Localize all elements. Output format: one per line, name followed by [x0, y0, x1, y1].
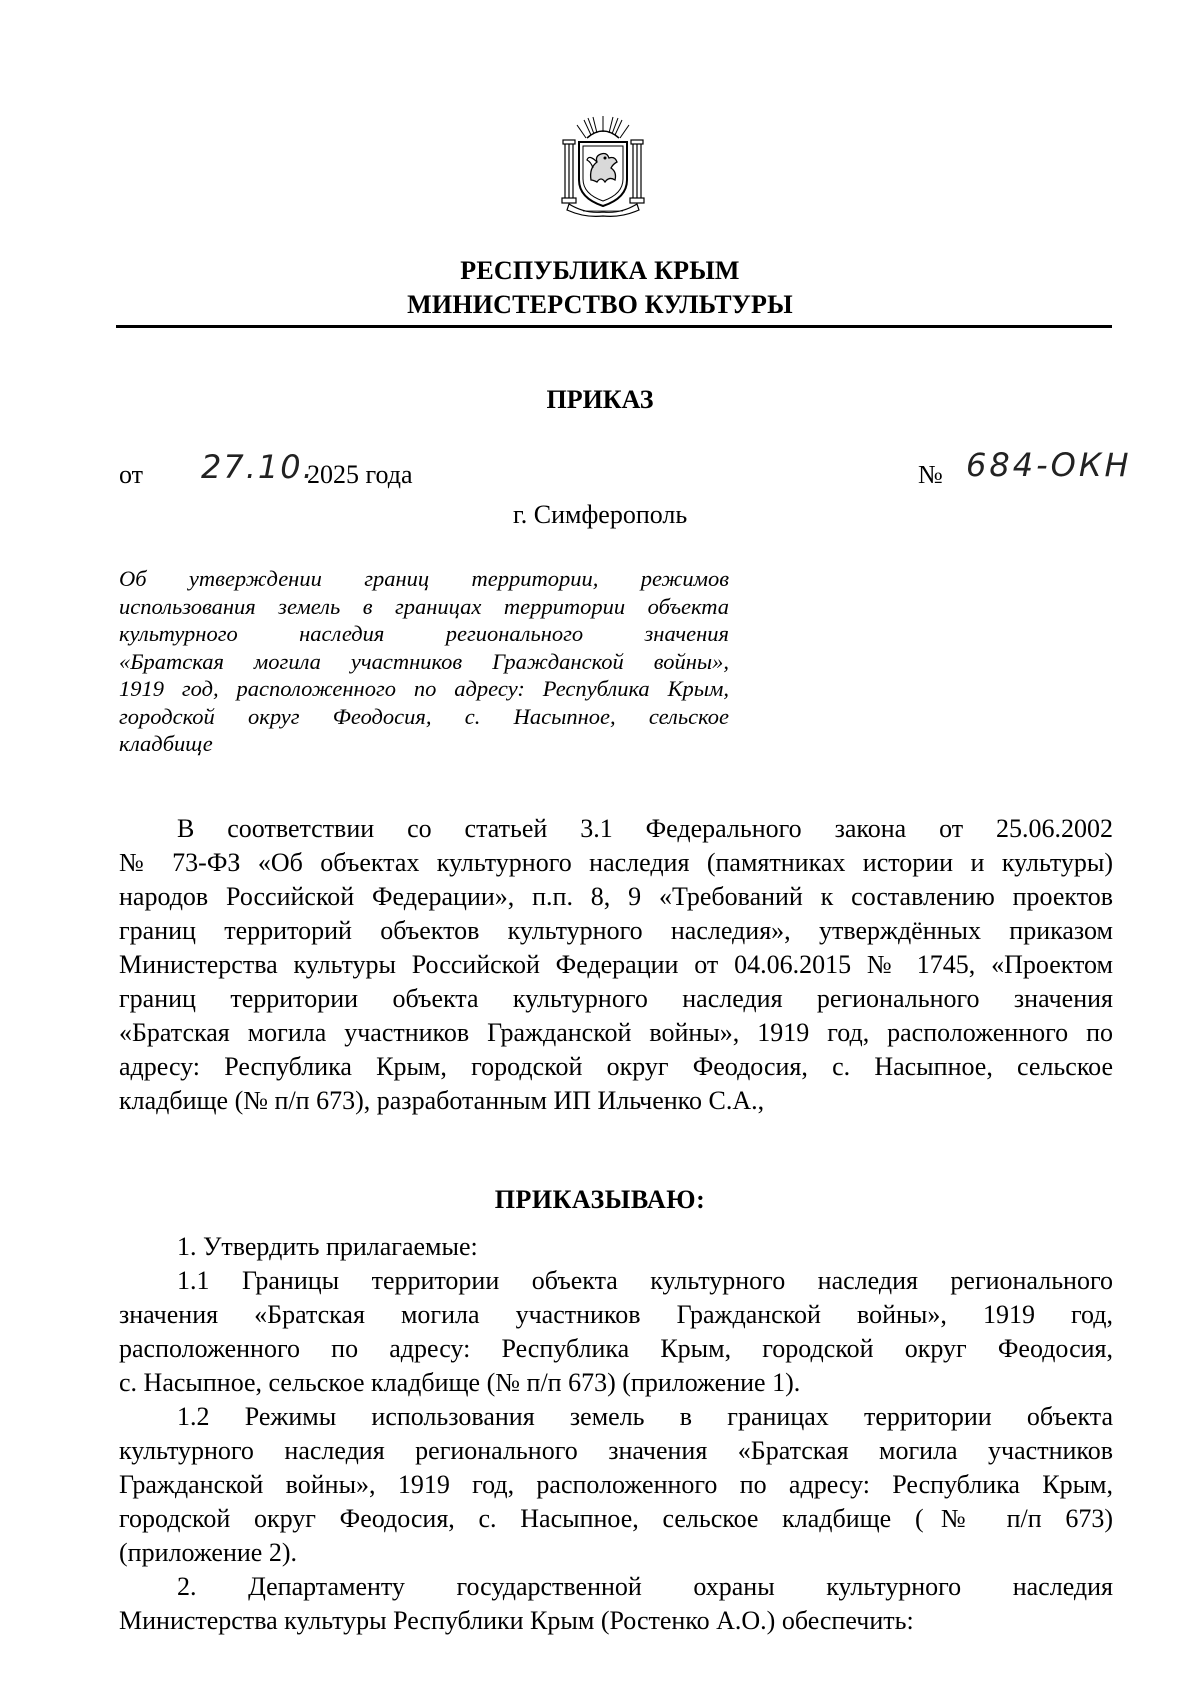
- subject-line: кладбище: [119, 731, 213, 756]
- preamble-line: адресу: Республика Крым, городской округ Феодосия, с. Насыпное, сельское: [119, 1052, 1113, 1081]
- item-1-2-line: Гражданской войны», 1919 год, расположенного по адресу: Республика Крым,: [119, 1470, 1113, 1499]
- subject-line: Об утверждении границ территории, режимов: [119, 566, 729, 591]
- item-1-2-line: городской округ Феодосия, с. Насыпное, сельское кладбище (№ п/п 673): [119, 1504, 1113, 1533]
- subject-line: 1919 год, расположенного по адресу: Республика Крым,: [119, 676, 729, 701]
- item-1-1-line: значения «Братская могила участников Гражданской войны», 1919 год,: [119, 1300, 1113, 1329]
- directive-heading: ПРИКАЗЫВАЮ:: [494, 1185, 706, 1214]
- order-title: ПРИКАЗ: [546, 385, 654, 414]
- preamble-line: кладбище (№ п/п 673), разработанным ИП Ильченко С.А.,: [119, 1086, 765, 1115]
- subject-line: городской округ Феодосия, с. Насыпное, сельское: [119, 703, 729, 729]
- item-1-1-line: расположенного по адресу: Республика Крым, городской округ Феодосия,: [119, 1334, 1113, 1363]
- number-sign: №: [918, 460, 943, 489]
- item-1-1-line: с. Насыпное, сельское кладбище (№ п/п 673) (приложение 1).: [119, 1368, 801, 1397]
- item-1-2-line: (приложение 2).: [119, 1538, 298, 1567]
- subject-line: культурного наследия регионального значения: [119, 621, 729, 646]
- item-1: 1. Утвердить прилагаемые:: [177, 1232, 478, 1261]
- item-2-line: Министерства культуры Республики Крым (Ростенко А.О.) обеспечить:: [119, 1606, 914, 1635]
- coat-of-arms-icon: [553, 110, 653, 218]
- subject-line: использования земель в границах территории объекта: [119, 593, 729, 619]
- date-prefix: от: [119, 460, 144, 489]
- order-city: г. Симферополь: [513, 500, 688, 529]
- item-2-line: 2. Департаменту государственной охраны культурного наследия: [177, 1572, 1113, 1601]
- item-1-1-line: 1.1 Границы территории объекта культурного наследия регионального: [177, 1266, 1113, 1295]
- preamble-line: границ территорий объектов культурного наследия», утверждённых приказом: [119, 916, 1113, 945]
- preamble-line: границ территории объекта культурного наследия регионального значения: [119, 984, 1113, 1013]
- preamble-line: № 73-ФЗ «Об объектах культурного наследия (памятниках истории и культуры): [119, 848, 1113, 877]
- header-ministry: МИНИСТЕРСТВО КУЛЬТУРЫ: [407, 290, 793, 319]
- preamble: [119, 812, 1113, 1118]
- number-handwritten: 684-ОКН: [966, 446, 1132, 484]
- item-1-2-line: культурного наследия регионального значения «Братская могила участников: [119, 1436, 1113, 1465]
- preamble-line: Министерства культуры Российской Федерации от 04.06.2015 № 1745, «Проектом: [119, 950, 1113, 979]
- preamble-line: В соответствии со статьей 3.1 Федерального закона от 25.06.2002: [177, 814, 1113, 843]
- item-1-2-line: 1.2 Режимы использования земель в границах территории объекта: [177, 1402, 1113, 1431]
- preamble-line: «Братская могила участников Гражданской войны», 1919 год, расположенного по: [119, 1018, 1113, 1047]
- date-handwritten: 27.10.: [201, 448, 315, 486]
- header-divider: [116, 325, 1112, 328]
- order-items: [119, 1230, 1113, 1638]
- order-subject: [119, 565, 729, 758]
- date-year: 2025 года: [307, 460, 413, 489]
- header-republic: РЕСПУБЛИКА КРЫМ: [460, 256, 740, 285]
- preamble-line: народов Российской Федерации», п.п. 8, 9 «Требований к составлению проектов: [119, 882, 1113, 911]
- subject-line: «Братская могила участников Гражданской войны»,: [119, 648, 729, 674]
